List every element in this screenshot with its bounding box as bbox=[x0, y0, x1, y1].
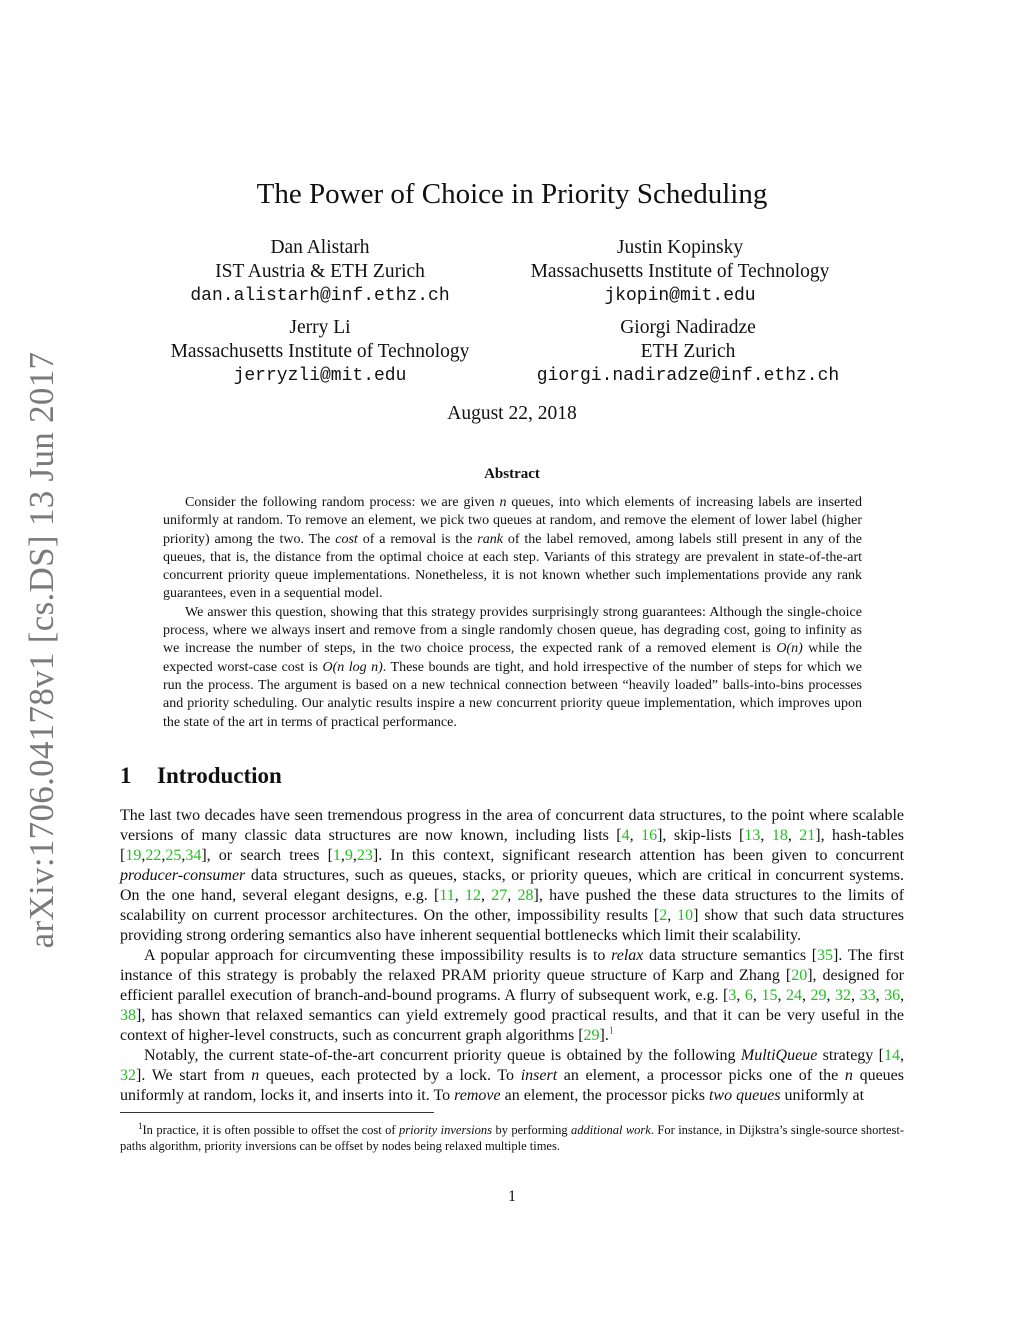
math-symbol: n bbox=[251, 1067, 260, 1084]
abstract-paragraph: Consider the following random process: we are given n queues, into which elements of increasing labels are inserted uniformly at random. To remove an element, we pick two queues at random, and remove the element of lower label (higher priority) among the two. The cost of a removal is the rank of the label removed, among labels still present in any of the queues, that is, the distance from the optimal choice at each step. Variants of this strategy are prevalent in state-of-the-art concurrent priority queue implementations. Nonetheless, it is not known whether such implementations provide any rank guarantees, even in a sequential model. bbox=[163, 495, 863, 602]
citation-link[interactable]: 9 bbox=[344, 847, 353, 864]
body-paragraph: A popular approach for circumventing these impossibility results is to relax data structure semantics [35]. The first instance of this strategy is probably the relaxed PRAM priority queue structure of Karp and Zhang [20], designed for efficient parallel execution of branch-and-bound programs. A flurry of subsequent work, e.g. [3, 6, 15, 24, 29, 32, 33, 36, 38], has shown that relaxed semantics can yield extremely good practical results, and that it can be very useful in the context of higher-level constructs, such as concurrent graph algorithms [29].$^1$ bbox=[120, 947, 905, 1044]
emphasis-text: remove bbox=[454, 1087, 501, 1104]
author-email: jerryzli@mit.edu bbox=[233, 366, 407, 386]
emphasis-text: insert bbox=[520, 1067, 558, 1084]
citation-link[interactable]: 16 bbox=[641, 827, 658, 844]
abstract-body bbox=[163, 494, 862, 732]
arxiv-identifier: arXiv:1706.04178v1 [cs.DS] 13 Jun 2017 bbox=[22, 351, 61, 949]
author-affiliation: Massachusetts Institute of Technology bbox=[170, 341, 470, 362]
footnote-mark: 1 bbox=[138, 1121, 143, 1131]
section-title: Introduction bbox=[157, 763, 282, 788]
author-email: dan.alistarh@inf.ethz.ch bbox=[190, 286, 450, 306]
emphasis-text: relax bbox=[611, 947, 644, 964]
citation-link[interactable]: 34 bbox=[185, 847, 202, 864]
paper-date: August 22, 2018 bbox=[447, 403, 577, 424]
author-affiliation: IST Austria & ETH Zurich bbox=[215, 261, 425, 282]
citation-link[interactable]: 4 bbox=[621, 827, 630, 844]
citation-link[interactable]: 10 bbox=[677, 907, 694, 924]
citation-link[interactable]: 38 bbox=[120, 1007, 136, 1024]
author-block bbox=[478, 316, 898, 388]
citation-link[interactable]: 13 bbox=[744, 827, 761, 844]
author-email: jkopin@mit.edu bbox=[604, 286, 756, 306]
citation-link[interactable]: 28 bbox=[517, 887, 534, 904]
citation-link[interactable]: 29 bbox=[583, 1027, 600, 1044]
citation-link[interactable]: 12 bbox=[464, 887, 481, 904]
author-affiliation: Massachusetts Institute of Technology bbox=[530, 261, 830, 282]
citation-link[interactable]: 14 bbox=[884, 1047, 900, 1064]
citation-link[interactable]: 15 bbox=[761, 987, 778, 1004]
citation-link[interactable]: 2 bbox=[659, 907, 668, 924]
citation-link[interactable]: 22 bbox=[145, 847, 162, 864]
citation-link[interactable]: 25 bbox=[165, 847, 182, 864]
citation-link[interactable]: 33 bbox=[859, 987, 876, 1004]
abstract-paragraph: We answer this question, showing that this strategy provides surprisingly strong guarantees: Although the single-choice process, where we always insert and remove from a single randomly chosen queue, has degrading cost, going to infinity as we increase the number of steps, in the two choice process, the expected rank of a removed element is O(n) while the expected worst-case cost is O(n log n). These bounds are tight, and hold irrespective of the number of steps for which we run the process. The argument is based on a new technical connection between “heavily loaded” balls-into-bins processes and priority scheduling. Our analytic results inspire a new concurrent priority queue implementation, which improves upon the state of the art in terms of practical performance. bbox=[163, 604, 862, 730]
citation-link[interactable]: 18 bbox=[771, 827, 788, 844]
citation-link[interactable]: 24 bbox=[785, 987, 802, 1004]
citation-link[interactable]: 6 bbox=[744, 987, 753, 1004]
citation-link[interactable]: 27 bbox=[491, 887, 508, 904]
author-block bbox=[110, 236, 530, 308]
citation-link[interactable]: 32 bbox=[835, 987, 852, 1004]
author-block bbox=[110, 316, 530, 388]
paper-title: The Power of Choice in Priority Scheduling bbox=[256, 178, 768, 210]
citation-link[interactable]: 1 bbox=[332, 847, 341, 864]
citation-link[interactable]: 20 bbox=[791, 967, 808, 984]
author-name: Dan Alistarh bbox=[270, 237, 370, 258]
footnote-link[interactable]: 1 bbox=[608, 1025, 614, 1037]
emphasis-text: producer-consumer bbox=[120, 867, 246, 884]
footnote: $^1$In practice, it is often possible to offset the cost of priority inversions by performing additional work. For instance, in Dijkstra’s single-source shortest-paths algorithm, priority inversions can be offset by nodes being relaxed multiple times. bbox=[120, 1121, 905, 1154]
citation-link[interactable]: 19 bbox=[125, 847, 142, 864]
body-paragraph: The last two decades have seen tremendous progress in the area of concurrent data structures, to the point where scalable versions of many classic data structures are now known, including lists [4, 16], skip-lists [13, 18, 21], hash-tables [19,22,25,34], or search trees [1,9,23]. In this context, significant research attention has been given to concurrent producer-consumer data structures, such as queues, stacks, or priority queues, which are critical in concurrent systems. On the one hand, several elegant designs, e.g. [11, 12, 27, 28], have pushed the these data structures to the limits of scalability on current processor architectures. On the other, impossibility results [2, 10] show that such data structures providing strong ordering semantics also have inherent sequential bottlenecks which limit their scalability. bbox=[120, 807, 905, 944]
citation-link[interactable]: 11 bbox=[439, 887, 455, 904]
citation-link[interactable]: 35 bbox=[817, 947, 834, 964]
citation-link[interactable]: 21 bbox=[799, 827, 816, 844]
footnote-divider bbox=[120, 1112, 434, 1113]
citation-link[interactable]: 36 bbox=[884, 987, 901, 1004]
citation-link[interactable]: 29 bbox=[810, 987, 827, 1004]
author-affiliation: ETH Zurich bbox=[640, 341, 736, 362]
math-symbol: n bbox=[844, 1067, 853, 1084]
author-name: Jerry Li bbox=[289, 317, 351, 338]
author-email: giorgi.nadiradze@inf.ethz.ch bbox=[536, 366, 840, 386]
section-heading bbox=[120, 763, 282, 789]
author-name: Justin Kopinsky bbox=[616, 237, 744, 258]
body-paragraph: Notably, the current state-of-the-art concurrent priority queue is obtained by the following MultiQueue strategy [14, 32]. We start from n queues, each protected by a lock. To insert an element, a processor picks one of the n queues uniformly at random, locks it, and inserts into it. To remove an element, the processor picks two queues uniformly at bbox=[120, 1047, 905, 1104]
citation-link[interactable]: 23 bbox=[356, 847, 373, 864]
author-block bbox=[470, 236, 890, 308]
emphasis-text: two queues bbox=[708, 1087, 781, 1104]
emphasis-text: MultiQueue bbox=[740, 1047, 818, 1064]
section-number: 1 bbox=[120, 763, 132, 788]
abstract-heading: Abstract bbox=[484, 466, 540, 482]
introduction-body bbox=[120, 806, 904, 1106]
citation-link[interactable]: 32 bbox=[120, 1067, 136, 1084]
page-number: 1 bbox=[508, 1188, 516, 1205]
citation-link[interactable]: 3 bbox=[728, 987, 737, 1004]
author-name: Giorgi Nadiradze bbox=[620, 317, 756, 338]
